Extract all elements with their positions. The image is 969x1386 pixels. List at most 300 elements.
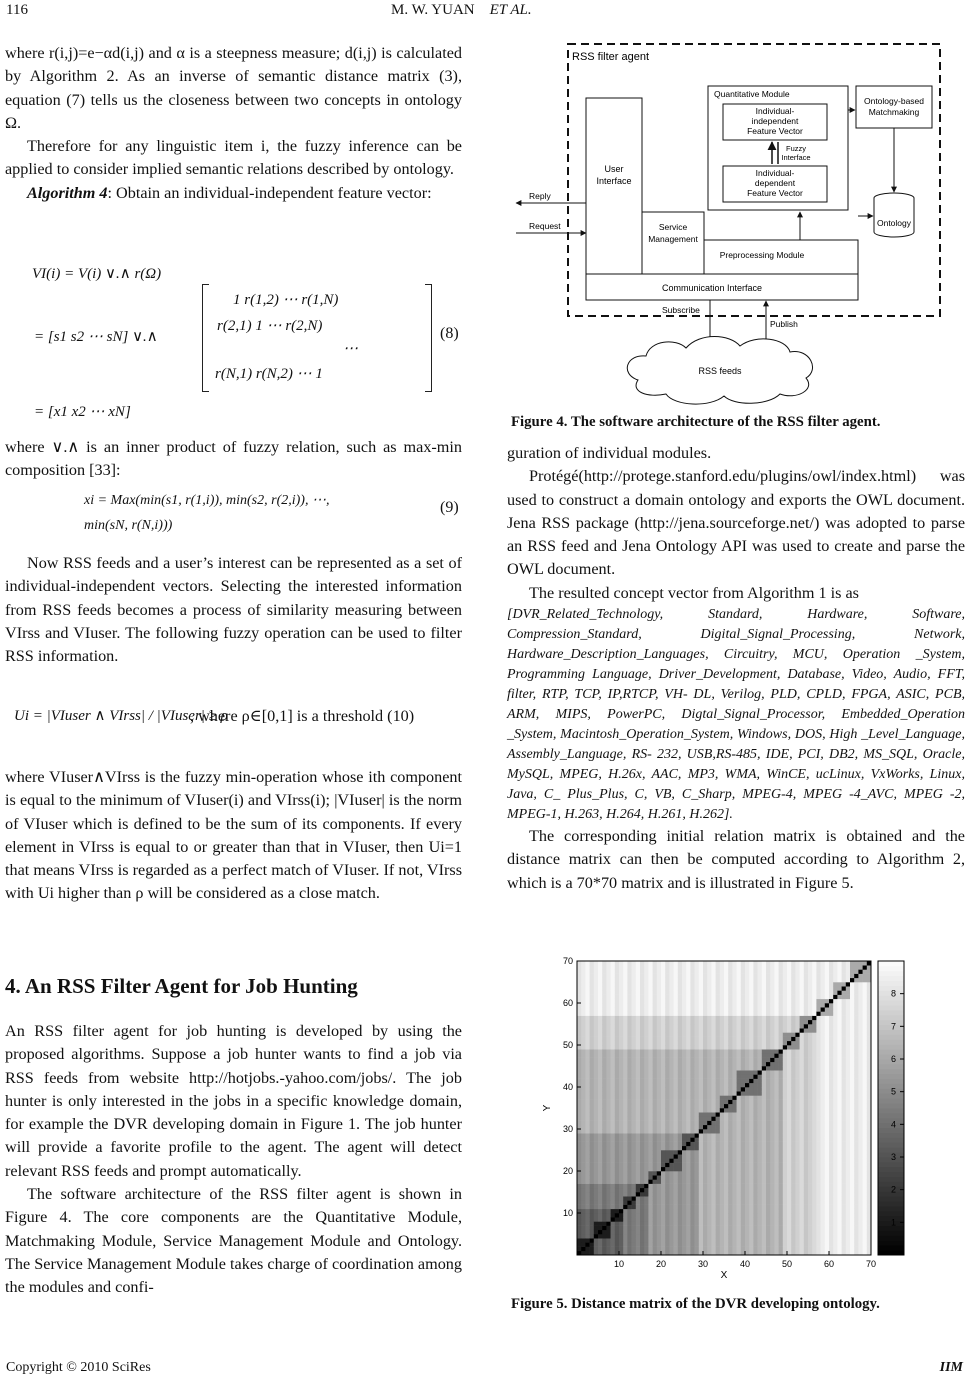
heatmap-cell xyxy=(850,961,855,966)
heatmap-cell xyxy=(581,1175,586,1180)
heatmap-cell xyxy=(665,1016,670,1021)
heatmap-cell xyxy=(615,1062,620,1067)
x-tick-label: 70 xyxy=(865,1259,877,1269)
heatmap-cell xyxy=(648,1133,653,1138)
heatmap-cell xyxy=(678,1007,683,1012)
heatmap-cell xyxy=(686,1226,691,1231)
heatmap-cell xyxy=(669,969,674,974)
heatmap-cell xyxy=(779,978,784,983)
heatmap-cell xyxy=(711,986,716,991)
heatmap-cell xyxy=(766,1200,771,1205)
heatmap-cell xyxy=(699,1121,704,1126)
heatmap-cell xyxy=(611,1125,616,1130)
heatmap-cell xyxy=(749,1112,754,1117)
heatmap-cell xyxy=(800,1058,805,1063)
heatmap-cell xyxy=(653,1003,658,1008)
heatmap-cell xyxy=(703,1137,708,1142)
heatmap-cell xyxy=(648,1213,653,1218)
heatmap-cell xyxy=(745,1121,750,1126)
heatmap-cell xyxy=(821,1234,826,1239)
heatmap-cell xyxy=(632,1158,637,1163)
heatmap-cell xyxy=(711,1100,716,1105)
heatmap-cell xyxy=(594,1037,599,1042)
heatmap-cell xyxy=(716,1032,721,1037)
heatmap-cell xyxy=(758,1175,763,1180)
heatmap-cell xyxy=(791,1196,796,1201)
heatmap-cell xyxy=(863,1129,868,1134)
heatmap-cell xyxy=(590,1129,595,1134)
heatmap-cell xyxy=(783,969,788,974)
heatmap-cell xyxy=(632,1104,637,1109)
heatmap-cell xyxy=(665,1179,670,1184)
heatmap-cell xyxy=(594,1158,599,1163)
heatmap-cell xyxy=(837,1217,842,1222)
heatmap-cell xyxy=(699,1041,704,1046)
heatmap-cell xyxy=(669,1230,674,1235)
heatmap-cell xyxy=(812,1125,817,1130)
heatmap-cell xyxy=(732,1179,737,1184)
heatmap-cell xyxy=(690,1184,695,1189)
heatmap-cell xyxy=(774,1112,779,1117)
heatmap-cell xyxy=(758,1104,763,1109)
heatmap-cell xyxy=(644,978,649,983)
heatmap-cell xyxy=(842,999,847,1004)
heatmap-cell xyxy=(623,1196,628,1201)
heatmap-cell xyxy=(724,1129,729,1134)
heatmap-cell xyxy=(669,1196,674,1201)
heatmap-cell xyxy=(674,1116,679,1121)
heatmap-cell xyxy=(686,1041,691,1046)
heatmap-cell xyxy=(665,1238,670,1243)
heatmap-cell xyxy=(745,1108,750,1113)
heatmap-cell xyxy=(724,1167,729,1172)
heatmap-cell xyxy=(627,961,632,966)
heatmap-cell xyxy=(674,982,679,987)
heatmap-cell xyxy=(619,1129,624,1134)
heatmap-cell xyxy=(850,1100,855,1105)
heatmap-cell xyxy=(833,1020,838,1025)
heatmap-cell xyxy=(762,974,767,979)
heatmap-cell xyxy=(846,1209,851,1214)
heatmap-cell xyxy=(577,1158,582,1163)
heatmap-cell xyxy=(627,1154,632,1159)
heatmap-cell xyxy=(837,1171,842,1176)
heatmap-cell xyxy=(623,1049,628,1054)
heatmap-cell xyxy=(703,982,708,987)
heatmap-cell xyxy=(690,1037,695,1042)
heatmap-cell xyxy=(594,1242,599,1247)
heatmap-cell xyxy=(728,1238,733,1243)
heatmap-cell xyxy=(678,1217,683,1222)
heatmap-cell xyxy=(720,978,725,983)
algorithm-text: : Obtain an individual-independent feature vector: xyxy=(107,183,432,202)
heatmap-cell xyxy=(669,1200,674,1205)
heatmap-cell xyxy=(653,982,658,987)
heatmap-cell xyxy=(779,1020,784,1025)
heatmap-cell xyxy=(724,1053,729,1058)
heatmap-cell xyxy=(636,974,641,979)
heatmap-cell xyxy=(821,1200,826,1205)
heatmap-cell xyxy=(812,1087,817,1092)
heatmap-cell xyxy=(846,1171,851,1176)
heatmap-cell xyxy=(585,1091,590,1096)
heatmap-cell xyxy=(812,1192,817,1197)
heatmap-cell xyxy=(791,986,796,991)
x-tick-label: 20 xyxy=(655,1259,667,1269)
heatmap-cell xyxy=(812,1108,817,1113)
heatmap-cell xyxy=(707,974,712,979)
heatmap-cell xyxy=(606,1121,611,1126)
heatmap-cell xyxy=(636,1095,641,1100)
heatmap-cell xyxy=(623,1167,628,1172)
heatmap-cell xyxy=(720,1100,725,1105)
heatmap-cell xyxy=(606,1167,611,1172)
heatmap-cell xyxy=(699,1020,704,1025)
heatmap-cell xyxy=(732,1007,737,1012)
heatmap-cell xyxy=(724,1217,729,1222)
heatmap-cell xyxy=(833,969,838,974)
heatmap-cell xyxy=(644,1158,649,1163)
heatmap-cell xyxy=(774,1196,779,1201)
heatmap-cell xyxy=(707,1011,712,1016)
heatmap-cell xyxy=(745,1083,750,1088)
heatmap-cell xyxy=(745,1196,750,1201)
heatmap-cell xyxy=(711,982,716,987)
heatmap-cell xyxy=(770,1112,775,1117)
heatmap-cell xyxy=(783,1171,788,1176)
heatmap-cell xyxy=(858,1058,863,1063)
heatmap-cell xyxy=(711,1016,716,1021)
heatmap-cell xyxy=(640,1024,645,1029)
heatmap-cell xyxy=(791,1163,796,1168)
heatmap-cell xyxy=(602,1234,607,1239)
heatmap-cell xyxy=(669,1188,674,1193)
heatmap-cell xyxy=(611,1142,616,1147)
heatmap-cell xyxy=(863,1137,868,1142)
heatmap-cell xyxy=(623,1091,628,1096)
heatmap-cell xyxy=(825,1163,830,1168)
heatmap-cell xyxy=(602,1213,607,1218)
heatmap-cell xyxy=(623,1184,628,1189)
heatmap-cell xyxy=(753,1079,758,1084)
heatmap-cell xyxy=(842,1087,847,1092)
heatmap-cell xyxy=(611,1188,616,1193)
heatmap-cell xyxy=(753,1016,758,1021)
heatmap-cell xyxy=(808,1028,813,1033)
heatmap-cell xyxy=(816,1221,821,1226)
heatmap-cell xyxy=(598,1058,603,1063)
heatmap-cell xyxy=(854,1129,859,1134)
heatmap-cell xyxy=(816,1247,821,1252)
heatmap-cell xyxy=(678,1125,683,1130)
heatmap-cell xyxy=(825,1142,830,1147)
heatmap-cell xyxy=(795,1167,800,1172)
heatmap-cell xyxy=(783,1079,788,1084)
heatmap-cell xyxy=(703,1003,708,1008)
heatmap-cell xyxy=(858,1200,863,1205)
heatmap-cell xyxy=(594,965,599,970)
heatmap-cell xyxy=(686,1221,691,1226)
heatmap-cell xyxy=(644,1112,649,1117)
heatmap-cell xyxy=(648,1179,653,1184)
heatmap-cell xyxy=(850,1213,855,1218)
heatmap-cell xyxy=(829,1242,834,1247)
heatmap-cell xyxy=(648,969,653,974)
heatmap-cell xyxy=(774,1049,779,1054)
heatmap-cell xyxy=(829,1163,834,1168)
heatmap-cell xyxy=(703,1184,708,1189)
heatmap-cell xyxy=(783,1032,788,1037)
heatmap-cell xyxy=(854,1247,859,1252)
heatmap-cell xyxy=(661,1037,666,1042)
heatmap-cell xyxy=(619,1007,624,1012)
heatmap-cell xyxy=(678,1079,683,1084)
heatmap-cell xyxy=(825,1129,830,1134)
heatmap-cell xyxy=(791,1016,796,1021)
heatmap-cell xyxy=(678,1171,683,1176)
heatmap-cell xyxy=(598,1242,603,1247)
heatmap-cell xyxy=(653,969,658,974)
heatmap-cell xyxy=(728,1133,733,1138)
heatmap-cell xyxy=(657,1205,662,1210)
heatmap-cell xyxy=(821,1129,826,1134)
heatmap-cell xyxy=(577,1074,582,1079)
heatmap-cell xyxy=(821,1209,826,1214)
heatmap-cell xyxy=(594,990,599,995)
heatmap-cell xyxy=(821,1020,826,1025)
heatmap-cell xyxy=(632,1011,637,1016)
section-heading: 4. An RSS Filter Agent for Job Hunting xyxy=(5,974,358,998)
heatmap-cell xyxy=(703,1041,708,1046)
heatmap-cell xyxy=(657,1158,662,1163)
paragraph: Therefore for any linguistic item i, the fuzzy inference can be applied to consider implied semantic relations described by ontology. xyxy=(5,137,462,179)
heatmap-cell xyxy=(690,1074,695,1079)
heatmap-cell xyxy=(720,1020,725,1025)
heatmap-cell xyxy=(602,1205,607,1210)
heatmap-cell xyxy=(821,1242,826,1247)
heatmap-cell xyxy=(636,1213,641,1218)
heatmap-cell xyxy=(800,961,805,966)
heatmap-cell xyxy=(808,1142,813,1147)
heatmap-cell xyxy=(602,1083,607,1088)
heatmap-cell xyxy=(653,999,658,1004)
heatmap-cell xyxy=(695,1209,700,1214)
heatmap-cell xyxy=(808,974,813,979)
heatmap-cell xyxy=(783,1049,788,1054)
heatmap-cell xyxy=(732,961,737,966)
heatmap-cell xyxy=(665,1041,670,1046)
heatmap-cell xyxy=(842,1188,847,1193)
heatmap-cell xyxy=(762,1003,767,1008)
heatmap-cell xyxy=(602,1003,607,1008)
heatmap-cell xyxy=(858,1032,863,1037)
heatmap-cell xyxy=(653,1104,658,1109)
heatmap-cell xyxy=(779,1116,784,1121)
heatmap-cell xyxy=(606,1188,611,1193)
heatmap-cell xyxy=(842,1129,847,1134)
heatmap-cell xyxy=(787,1163,792,1168)
heatmap-cell xyxy=(686,1037,691,1042)
heatmap-cell xyxy=(783,1116,788,1121)
heatmap-cell xyxy=(791,1041,796,1046)
heatmap-cell xyxy=(774,1158,779,1163)
heatmap-cell xyxy=(758,1045,763,1050)
heatmap-cell xyxy=(661,1230,666,1235)
heatmap-cell xyxy=(720,1226,725,1231)
heatmap-cell xyxy=(632,1163,637,1168)
heatmap-cell xyxy=(716,1188,721,1193)
heatmap-cell xyxy=(585,1045,590,1050)
heatmap-cell xyxy=(686,1032,691,1037)
heatmap-cell xyxy=(783,1217,788,1222)
heatmap-cell xyxy=(863,1184,868,1189)
heatmap-cell xyxy=(711,995,716,1000)
heatmap-cell xyxy=(648,961,653,966)
equation-8-result: = [x1 x2 ⋯ xN] xyxy=(34,404,131,420)
heatmap-cell xyxy=(674,1003,679,1008)
heatmap-cell xyxy=(619,1062,624,1067)
heatmap-cell xyxy=(829,986,834,991)
heatmap-cell xyxy=(812,1020,817,1025)
heatmap-cell xyxy=(699,1125,704,1130)
heatmap-cell xyxy=(753,1196,758,1201)
heatmap-cell xyxy=(787,1020,792,1025)
heatmap-cell xyxy=(661,974,666,979)
heatmap-cell xyxy=(581,1200,586,1205)
heatmap-cell xyxy=(619,1192,624,1197)
heatmap-cell xyxy=(598,1032,603,1037)
heatmap-cell xyxy=(770,995,775,1000)
heatmap-cell xyxy=(745,1032,750,1037)
heatmap-cell xyxy=(716,1028,721,1033)
heatmap-cell xyxy=(615,961,620,966)
heatmap-cell xyxy=(632,978,637,983)
heatmap-cell xyxy=(774,1100,779,1105)
heatmap-cell xyxy=(812,1142,817,1147)
heatmap-cell xyxy=(690,1087,695,1092)
heatmap-cell xyxy=(606,1247,611,1252)
heatmap-cell xyxy=(846,1133,851,1138)
heatmap-cell xyxy=(640,974,645,979)
heatmap-cell xyxy=(703,1083,708,1088)
heatmap-cell xyxy=(632,1238,637,1243)
heatmap-cell xyxy=(816,1087,821,1092)
heatmap-cell xyxy=(812,1158,817,1163)
heatmap-cell xyxy=(858,1129,863,1134)
heatmap-cell xyxy=(737,1142,742,1147)
heatmap-cell xyxy=(804,1028,809,1033)
heatmap-cell xyxy=(724,965,729,970)
heatmap-cell xyxy=(669,1053,674,1058)
heatmap-cell xyxy=(770,1041,775,1046)
heatmap-cell xyxy=(821,1146,826,1151)
heatmap-cell xyxy=(783,1213,788,1218)
heatmap-cell xyxy=(703,1079,708,1084)
heatmap-cell xyxy=(842,1045,847,1050)
heatmap-cell xyxy=(842,1049,847,1054)
heatmap-cell xyxy=(728,1242,733,1247)
heatmap-cell xyxy=(749,1196,754,1201)
dependent-vector-label: Individual-dependent Feature Vector xyxy=(747,168,803,198)
heatmap-cell xyxy=(787,1062,792,1067)
heatmap-cell xyxy=(707,1100,712,1105)
heatmap-cell xyxy=(787,965,792,970)
heatmap-cell xyxy=(800,1234,805,1239)
heatmap-cell xyxy=(837,1163,842,1168)
heatmap-cell xyxy=(732,1230,737,1235)
heatmap-cell xyxy=(854,1133,859,1138)
heatmap-cell xyxy=(741,961,746,966)
heatmap-cell xyxy=(598,1037,603,1042)
heatmap-cell xyxy=(606,1100,611,1105)
heatmap-cell xyxy=(627,1217,632,1222)
heatmap-cell xyxy=(716,1125,721,1130)
heatmap-cell xyxy=(581,1095,586,1100)
heatmap-cell xyxy=(825,1087,830,1092)
heatmap-cell xyxy=(720,1163,725,1168)
heatmap-cell xyxy=(720,1133,725,1138)
heatmap-cell xyxy=(800,986,805,991)
heatmap-cell xyxy=(787,1146,792,1151)
heatmap-cell xyxy=(611,1116,616,1121)
heatmap-cell xyxy=(749,1116,754,1121)
heatmap-cell xyxy=(602,1217,607,1222)
heatmap-cell xyxy=(833,1062,838,1067)
heatmap-cell xyxy=(581,995,586,1000)
heatmap-cell xyxy=(816,1091,821,1096)
heatmap-cell xyxy=(674,1079,679,1084)
heatmap-cell xyxy=(724,1024,729,1029)
heatmap-cell xyxy=(770,974,775,979)
heatmap-cell xyxy=(804,1037,809,1042)
heatmap-cell xyxy=(711,1003,716,1008)
heatmap-cell xyxy=(720,1200,725,1205)
heatmap-cell xyxy=(808,1104,813,1109)
heatmap-cell xyxy=(611,1100,616,1105)
heatmap-cell xyxy=(825,982,830,987)
heatmap-cell xyxy=(816,1003,821,1008)
heatmap-cell xyxy=(808,1108,813,1113)
heatmap-cell xyxy=(619,1209,624,1214)
heatmap-cell xyxy=(590,1247,595,1252)
heatmap-cell xyxy=(787,961,792,966)
heatmap-cell xyxy=(720,1146,725,1151)
heatmap-cell xyxy=(795,1137,800,1142)
heatmap-cell xyxy=(863,1079,868,1084)
heatmap-cell xyxy=(703,1171,708,1176)
heatmap-cell xyxy=(846,1179,851,1184)
heatmap-cell xyxy=(674,1108,679,1113)
heatmap-cell xyxy=(745,1146,750,1151)
heatmap-cell xyxy=(770,1163,775,1168)
heatmap-cell xyxy=(674,978,679,983)
heatmap-cell xyxy=(640,1066,645,1071)
heatmap-cell xyxy=(682,1037,687,1042)
heatmap-cell xyxy=(594,1116,599,1121)
heatmap-cell xyxy=(636,1028,641,1033)
heatmap-cell xyxy=(615,1150,620,1155)
heatmap-cell xyxy=(863,1242,868,1247)
heatmap-cell xyxy=(682,1087,687,1092)
heatmap-cell xyxy=(606,1179,611,1184)
heatmap-cell xyxy=(737,1083,742,1088)
heatmap-cell xyxy=(615,1028,620,1033)
heatmap-cell xyxy=(707,1146,712,1151)
heatmap-cell xyxy=(850,1200,855,1205)
heatmap-cell xyxy=(804,1137,809,1142)
heatmap-cell xyxy=(627,965,632,970)
heatmap-cell xyxy=(699,1087,704,1092)
